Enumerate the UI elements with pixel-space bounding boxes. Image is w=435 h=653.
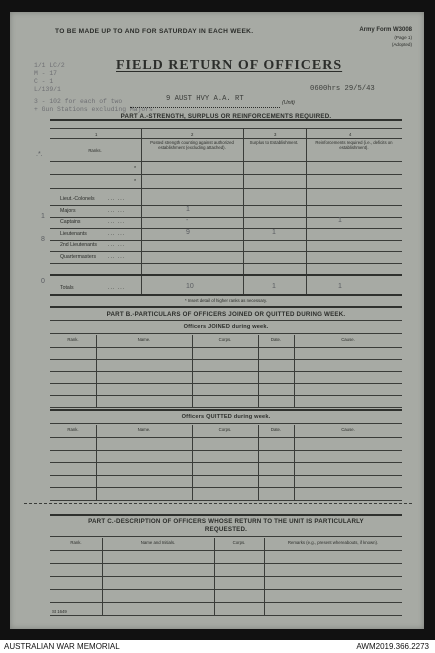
rank-label: Lieut.-Colonels [60, 196, 95, 202]
col-head-posted: Posted strength counting against authorized establishment (excluding attached). [150, 140, 234, 150]
column-header: Date. [270, 427, 282, 432]
section-separator [24, 503, 412, 504]
column-header: Corps. [218, 337, 232, 342]
pencil-note: 3 - 102 for each of two [34, 98, 123, 105]
pencil-note: M - 17 [34, 70, 58, 77]
army-form-number [359, 27, 412, 48]
posted-value: 10 [186, 282, 194, 290]
margin-mark: 0 [41, 278, 45, 285]
weekly-instruction: TO BE MADE UP TO AND FOR SATURDAY IN EACH WEEK. [55, 28, 254, 35]
col-number: 3 [274, 132, 277, 137]
pencil-note: 1/1 LC/2 [34, 62, 65, 69]
col-head-reinforcements: Reinforcements required (i.e., deficits on establishment). [315, 140, 393, 150]
column-header: Rank. [67, 337, 79, 342]
column-header: Name. [137, 427, 151, 432]
adopted-label: (Adopted) [391, 42, 412, 47]
col-head-surplus: Surplus to Establishment. [249, 140, 299, 145]
rank-label: Lieutenants [60, 230, 87, 237]
col-number: 2 [191, 132, 194, 137]
column-header: Date. [270, 337, 282, 342]
page-label: (Page 1) [394, 35, 412, 40]
return-date: 0600hrs 29/5/43 [310, 85, 375, 93]
posted-value: 9 [186, 228, 190, 236]
rank-label: 2nd Lieutenants [60, 242, 97, 248]
pencil-note: L/139/1 [34, 86, 61, 93]
column-header: Remarks (e.g., present whereabouts, if known). [287, 540, 379, 545]
archive-credit: AUSTRALIAN WAR MEMORIAL [4, 642, 120, 651]
pencil-notes [34, 62, 65, 94]
column-header: Name and Initials. [140, 540, 176, 545]
column-header: Corps. [232, 540, 246, 545]
part-b-heading: PART B.-PARTICULARS OF OFFICERS JOINED OR QUITTED DURING WEEK. [106, 311, 346, 318]
unit-field [130, 95, 280, 108]
surplus-value: 1 [272, 282, 276, 290]
column-header: Cause. [341, 337, 355, 342]
form-sheet: TO BE MADE UP TO AND FOR SATURDAY IN EACH WEEK. Army Form W3008 (Page 1) (Adopted) FIELD RETURN OF OFFICERS 1/1 LC/2 M - 17 C - 1 L/139/1 3 - 102 for each of two + Gun Stations excluding Majors 9 AUST HVY A.A. RT (Unit) 0600hrs 29/5/43 PART A.-STRENGTH, SURPLUS OR REINFORCEMENTS REQUIRED. 1 2 3 4 Ranks. Posted strength counting against authorized establishment (excluding attached). Surplus to Establishment. Reinforcements required (i.e., deficits on establishment). * * .*. * Insert detail of higher ranks as necessary. PART B.-PARTICULARS OF OFFICERS JOINED OR QUITTED DURING WEEK. Officers JOINED during week. Officers QUITTED during week. PART C.-DESCRIPTION OF OFFICERS WHOSE RETURN TO THE UNIT IS PARTICULARLY REQUESTED. St 1649 Lieut.-Colonels ... ... Majors ... ... 1 Captains ... ... - 1 Lieutenants ... ... 9 1 2nd Lieutenants ... ... Quartermasters ... ... Totals ... ... 10 1 1 1 8 0 Rank. Name. Corps. Date. Cause. Rank. Name. Corps. Date. Cause. Rank. Name and Initials. Corps. Remarks (e.g., present whereabouts, if known). [10, 12, 424, 629]
archive-accession-number: AWM2019.366.2273 [356, 642, 429, 651]
rank-label: Quartermasters [60, 253, 97, 260]
posted-value: - [186, 217, 189, 224]
column-header: Rank. [70, 540, 82, 545]
col-number: 4 [349, 132, 352, 137]
form-title: FIELD RETURN OF OFFICERS [116, 58, 343, 73]
joined-title: Officers JOINED during week. [183, 324, 269, 330]
unit-value: 9 AUST HVY A.A. RT [166, 95, 244, 103]
part-c-heading: PART C.-DESCRIPTION OF OFFICERS WHOSE RETURN TO THE UNIT IS PARTICULARLY REQUESTED. [88, 518, 364, 533]
reinforcements-value: 1 [338, 282, 342, 290]
reinforcements-value: 1 [338, 217, 342, 224]
printer-code: St 1649 [52, 609, 67, 614]
col-number: 1 [95, 132, 98, 137]
column-header: Name. [137, 337, 151, 342]
rank-label: Majors [60, 207, 76, 214]
rank-label: Totals [60, 284, 74, 291]
pencil-note: C - 1 [34, 78, 54, 85]
unit-label: (Unit) [282, 100, 295, 106]
army-form-label: Army Form W3008 [359, 27, 412, 33]
quitted-title: Officers QUITTED during week. [181, 414, 271, 420]
part-a-heading: PART A.-STRENGTH, SURPLUS OR REINFORCEMENTS REQUIRED. [120, 113, 332, 120]
surplus-value: 1 [272, 228, 276, 236]
margin-mark: 1 [41, 213, 45, 220]
part-a-footnote: * Insert detail of higher ranks as necessary. [184, 298, 268, 303]
rank-label: Captains [60, 219, 81, 225]
col-head-ranks: Ranks. [88, 148, 102, 153]
pencil-note: + Gun Stations excluding Majors [34, 106, 153, 113]
posted-value: 1 [186, 205, 190, 213]
column-header: Rank. [67, 427, 79, 432]
column-header: Corps. [218, 427, 232, 432]
column-header: Cause. [341, 427, 355, 432]
margin-mark: 8 [41, 236, 45, 243]
